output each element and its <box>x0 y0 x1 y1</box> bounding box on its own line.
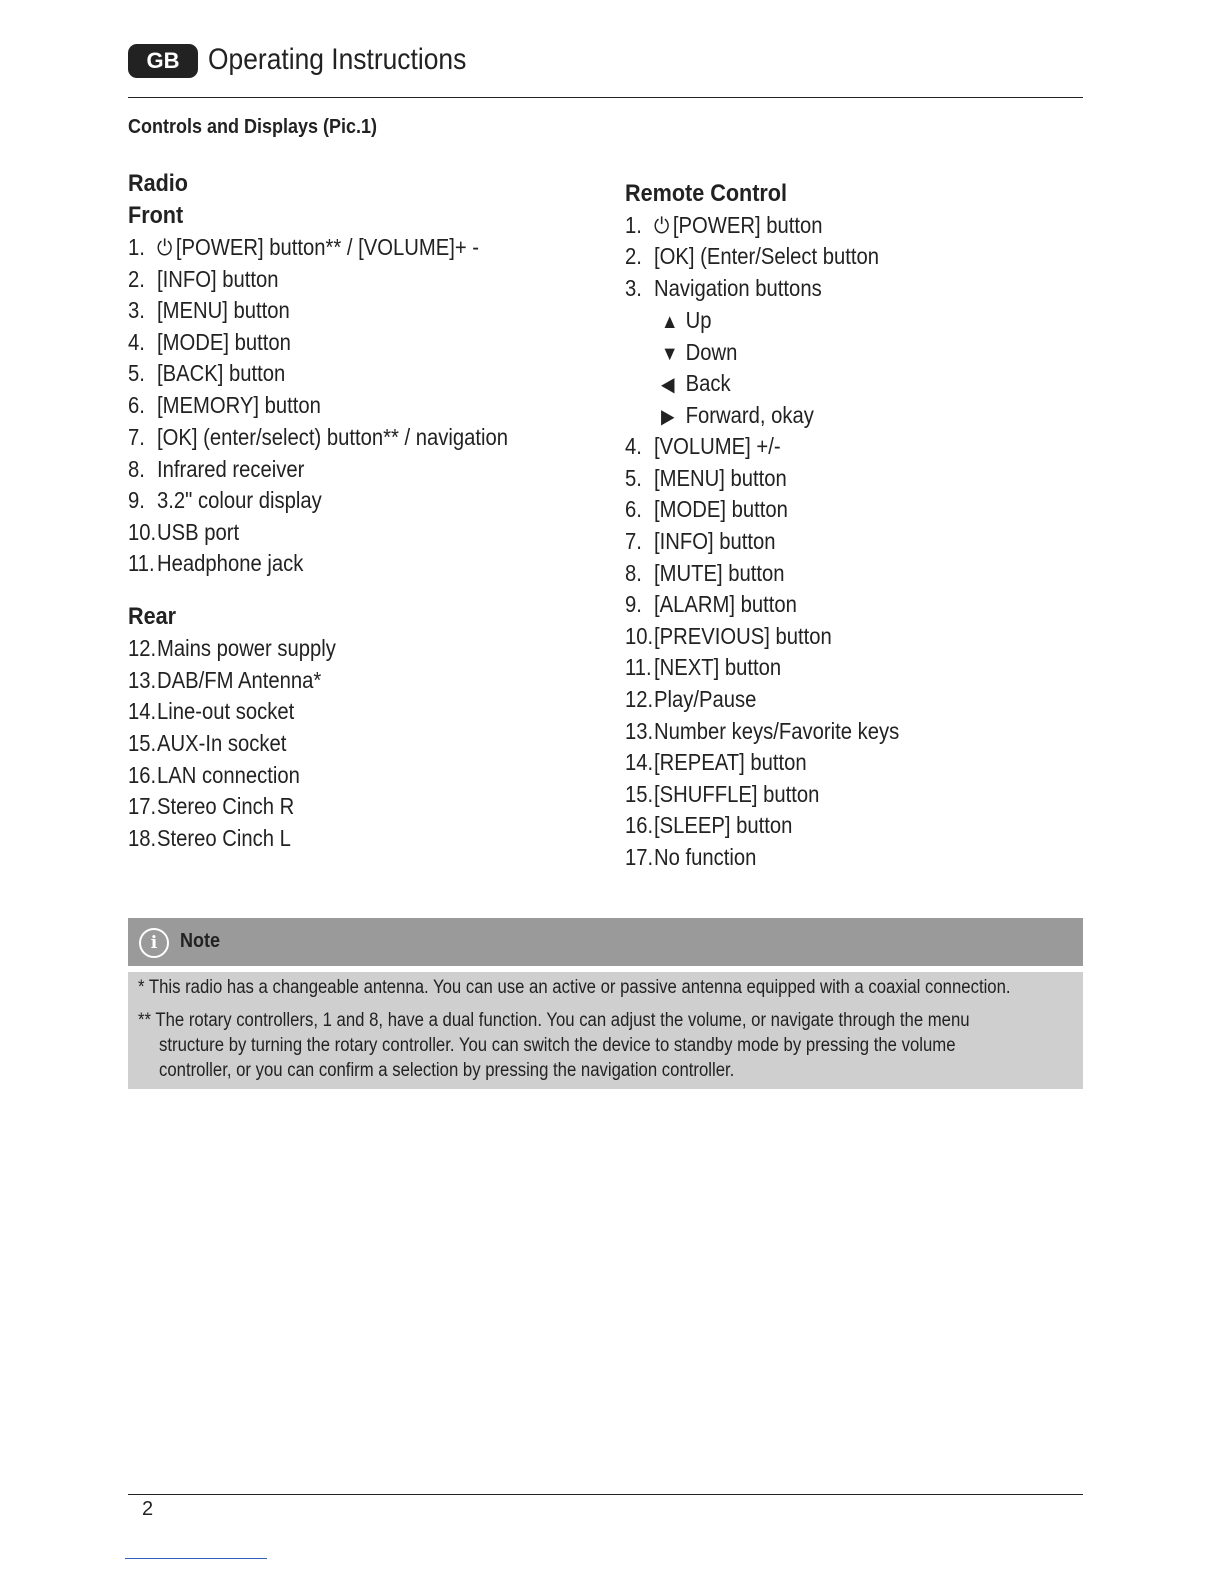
list-item: 8. Infrared receiver <box>128 456 305 482</box>
note-line: controller, or you can confirm a selection by pressing the navigation controller. <box>159 1060 735 1081</box>
list-item: 10.USB port <box>128 519 240 545</box>
nav-sub-item: ◀ Back <box>661 370 731 396</box>
list-item: 10.[PREVIOUS] button <box>625 623 832 649</box>
language-badge: GB <box>128 44 198 78</box>
note-line: * This radio has a changeable antenna. You can use an active or passive antenna equipped with a coaxial connection. <box>138 977 1011 998</box>
list-item: 6. [MEMORY] button <box>128 392 321 418</box>
list-item: 4. [VOLUME] +/- <box>625 433 781 459</box>
list-item: 18.Stereo Cinch L <box>128 825 291 851</box>
list-item: 16.[SLEEP] button <box>625 812 793 838</box>
list-item: 1. ⏻ [POWER] button** / [VOLUME]+ - <box>128 234 480 260</box>
page-title: Operating Instructions <box>208 43 467 76</box>
nav-sub-item: ▼ Down <box>661 339 738 365</box>
note-title: Note <box>180 930 221 952</box>
list-item: 1. ⏻ [POWER] button <box>625 212 823 238</box>
power-icon: ⏻ <box>654 213 670 238</box>
list-item: 13.DAB/FM Antenna* <box>128 667 322 693</box>
list-item: 14.Line-out socket <box>128 698 295 724</box>
page-number: 2 <box>142 1498 154 1520</box>
list-item: 11. [NEXT] button <box>625 654 782 680</box>
nav-sub-item: ▲ Up <box>661 307 712 333</box>
list-item: 5. [BACK] button <box>128 360 286 386</box>
info-icon: i <box>139 928 169 958</box>
list-item: 15.AUX-In socket <box>128 730 287 756</box>
left-arrow-icon: ◀ <box>661 374 675 396</box>
list-item: 2. [INFO] button <box>128 266 279 292</box>
list-item: 13.Number keys/Favorite keys <box>625 718 900 744</box>
section-title: Controls and Displays (Pic.1) <box>128 116 378 138</box>
note-body <box>128 972 1083 1089</box>
list-item: 11. Headphone jack <box>128 550 304 576</box>
radio-heading: Radio <box>128 170 189 197</box>
list-item: 8. [MUTE] button <box>625 560 785 586</box>
list-item: 12.Mains power supply <box>128 635 336 661</box>
front-heading: Front <box>128 202 184 229</box>
list-item: 17.Stereo Cinch R <box>128 793 295 819</box>
rear-heading: Rear <box>128 603 177 630</box>
list-item: 9. [ALARM] button <box>625 591 797 617</box>
list-item: 15.[SHUFFLE] button <box>625 781 820 807</box>
note-header <box>128 918 1083 966</box>
nav-sub-item: ▶ Forward, okay <box>661 402 814 428</box>
list-item: 2. [OK] (Enter/Select button <box>625 243 880 269</box>
list-item: 4. [MODE] button <box>128 329 291 355</box>
list-item: 3. [MENU] button <box>128 297 290 323</box>
list-item: 14.[REPEAT] button <box>625 749 807 775</box>
link-underline <box>125 1558 267 1559</box>
power-icon: ⏻ <box>157 235 173 260</box>
list-item: 16.LAN connection <box>128 762 300 788</box>
list-item: 9. 3.2" colour display <box>128 487 322 513</box>
list-item: 5. [MENU] button <box>625 465 787 491</box>
remote-heading: Remote Control <box>625 180 787 207</box>
footer-divider <box>128 1494 1083 1495</box>
down-arrow-icon: ▼ <box>661 343 679 365</box>
list-item: 7. [INFO] button <box>625 528 776 554</box>
note-line: structure by turning the rotary controller. You can switch the device to standby mode by pressing the volume <box>159 1035 956 1056</box>
header-divider <box>128 97 1083 98</box>
page-header <box>128 40 1083 98</box>
note-box <box>128 918 1083 1089</box>
list-item: 6. [MODE] button <box>625 496 788 522</box>
list-item: 17.No function <box>625 844 757 870</box>
right-arrow-icon: ▶ <box>661 406 675 428</box>
up-arrow-icon: ▲ <box>661 311 679 333</box>
note-line: ** The rotary controllers, 1 and 8, have a dual function. You can adjust the volume, or navigate through the menu <box>138 1010 970 1031</box>
list-item: 3. Navigation buttons <box>625 275 822 301</box>
list-item: 12.Play/Pause <box>625 686 757 712</box>
list-item: 7. [OK] (enter/select) button** / navigation <box>128 424 509 450</box>
